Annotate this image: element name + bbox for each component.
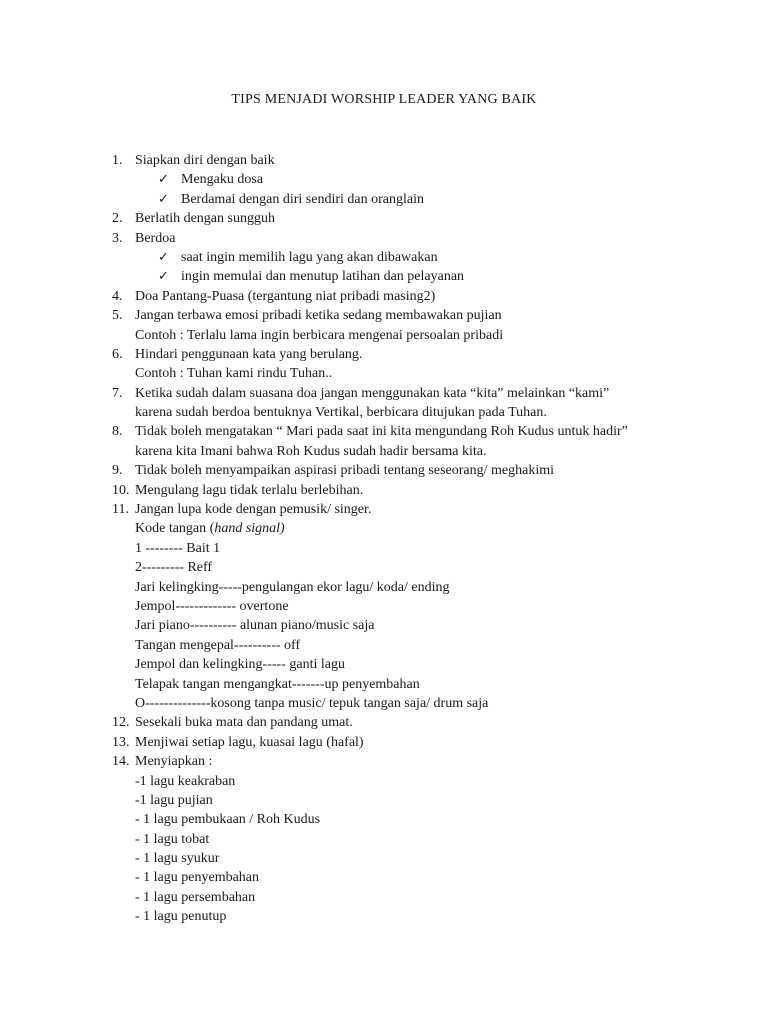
hand-signal-text: 2--------- Reff xyxy=(135,560,213,576)
song-row xyxy=(0,849,768,868)
document-title: TIPS MENJADI WORSHIP LEADER YANG BAIK xyxy=(231,92,537,107)
sub-item-check xyxy=(0,170,768,189)
list-item-1 xyxy=(0,151,768,170)
item-text: Jangan terbawa emosi pribadi ketika sedang membawakan pujian xyxy=(135,308,502,324)
item-number: 9. xyxy=(112,463,123,479)
item-number: 5. xyxy=(112,308,123,324)
continuation-text: karena sudah berdoa bentuknya Vertikal, berbicara ditujukan pada Tuhan. xyxy=(135,405,547,421)
hand-signal-text: Telapak tangan mengangkat-------up penyembahan xyxy=(135,676,420,692)
item-number: 10. xyxy=(112,482,130,498)
sub-item-check xyxy=(0,248,768,267)
item-number: 14. xyxy=(112,754,130,770)
item-continuation xyxy=(0,442,768,461)
hand-signal-text: Jempol------------- overtone xyxy=(135,598,289,614)
hand-signal-row xyxy=(0,539,768,558)
song-text: - 1 lagu syukur xyxy=(135,851,220,867)
list-item-9 xyxy=(0,461,768,480)
item-text: Menyiapkan : xyxy=(135,754,213,770)
sub-item-check xyxy=(0,190,768,209)
song-row xyxy=(0,772,768,791)
item-number: 4. xyxy=(112,288,123,304)
song-text: - 1 lagu tobat xyxy=(135,831,210,847)
item-text: Mengulang lagu tidak terlalu berlebihan. xyxy=(135,482,364,498)
hand-signal-text: Jempol dan kelingking----- ganti lagu xyxy=(135,657,345,673)
item-text: Sesekali buka mata dan pandang umat. xyxy=(135,715,353,731)
sub-item-text: Berdamai dengan diri sendiri dan oranglain xyxy=(181,191,424,207)
item-text: Ketika sudah dalam suasana doa jangan menggunakan kata “kita” melainkan “kami” xyxy=(135,385,610,401)
item-continuation xyxy=(0,364,768,383)
item-number: 12. xyxy=(112,715,130,731)
hand-signal-italic: hand signal) xyxy=(214,521,285,537)
song-text: - 1 lagu persembahan xyxy=(135,889,256,905)
item-number: 8. xyxy=(112,424,123,440)
list-item-10 xyxy=(0,481,768,500)
item-number: 1. xyxy=(112,153,123,168)
continuation-text: Contoh : Tuhan kami rindu Tuhan.. xyxy=(135,366,333,382)
item-text: Berdoa xyxy=(135,230,176,246)
hand-signal-row xyxy=(0,655,768,674)
item-text: Berlatih dengan sungguh xyxy=(135,211,275,227)
item-text: Doa Pantang-Puasa (tergantung niat pribadi masing2) xyxy=(135,288,436,304)
list-item-2 xyxy=(0,209,768,228)
hand-signal-text: O--------------kosong tanpa music/ tepuk tangan saja/ drum saja xyxy=(135,695,489,711)
item-text: Tidak boleh mengatakan “ Mari pada saat ini kita mengundang Roh Kudus untuk hadir” xyxy=(135,424,628,440)
continuation-text: Contoh : Terlalu lama ingin berbicara mengenai persoalan pribadi xyxy=(135,327,504,343)
list-item-4 xyxy=(0,287,768,306)
list-item-12 xyxy=(0,713,768,732)
sub-item-text: ingin memulai dan menutup latihan dan pelayanan xyxy=(181,269,465,285)
list-item-8 xyxy=(0,422,768,441)
hand-signal-text: Tangan mengepal---------- off xyxy=(135,637,301,653)
hand-signal-row xyxy=(0,694,768,713)
hand-signal-row xyxy=(0,578,768,597)
continuation-text: karena kita Imani bahwa Roh Kudus sudah hadir bersama kita. xyxy=(135,443,487,459)
hand-signal-row xyxy=(0,675,768,694)
item-continuation xyxy=(0,403,768,422)
song-row xyxy=(0,888,768,907)
song-text: -1 lagu keakraban xyxy=(135,773,236,789)
hand-signal-text: Jari kelingking-----pengulangan ekor lagu/ koda/ ending xyxy=(135,579,450,595)
song-row xyxy=(0,830,768,849)
list-item-14 xyxy=(0,752,768,771)
song-row xyxy=(0,907,768,926)
item-number: 13. xyxy=(112,734,130,750)
hand-signal-row xyxy=(0,636,768,655)
item-text: Tidak boleh menyampaikan aspirasi pribadi tentang seseorang/ meghakimi xyxy=(135,463,554,479)
check-icon: ✓ xyxy=(158,269,169,285)
item-text: Hindari penggunaan kata yang berulang. xyxy=(135,346,363,362)
hand-signal-row xyxy=(0,558,768,577)
list-item-3 xyxy=(0,229,768,248)
item-text: Menjiwai setiap lagu, kuasai lagu (hafal) xyxy=(135,734,364,750)
song-text: -1 lagu pujian xyxy=(135,792,213,808)
song-text: - 1 lagu penutup xyxy=(135,909,227,925)
song-row xyxy=(0,791,768,810)
item-number: 2. xyxy=(112,211,123,227)
song-text: - 1 lagu penyembahan xyxy=(135,870,260,886)
sub-item-check xyxy=(0,267,768,286)
hand-signal-heading xyxy=(0,519,768,538)
list-item-11 xyxy=(0,500,768,519)
hand-signal-text: 1 -------- Bait 1 xyxy=(135,540,221,556)
item-text: Siapkan diri dengan baik xyxy=(135,153,275,168)
list-item-6 xyxy=(0,345,768,364)
list-item-5 xyxy=(0,306,768,325)
item-number: 3. xyxy=(112,230,123,246)
item-number: 6. xyxy=(112,346,123,362)
check-icon: ✓ xyxy=(158,249,169,265)
song-row xyxy=(0,868,768,887)
sub-item-text: saat ingin memilih lagu yang akan dibawakan xyxy=(181,249,438,265)
sub-item-text: Mengaku dosa xyxy=(181,172,264,188)
item-number: 7. xyxy=(112,385,123,401)
check-icon: ✓ xyxy=(158,172,169,188)
hand-signal-row xyxy=(0,616,768,635)
item-number: 11. xyxy=(112,502,129,518)
tips-list xyxy=(0,151,768,927)
item-text: Jangan lupa kode dengan pemusik/ singer. xyxy=(135,502,372,518)
hand-signal-label xyxy=(135,519,285,538)
hand-signal-row xyxy=(0,597,768,616)
song-text: - 1 lagu pembukaan / Roh Kudus xyxy=(135,812,321,828)
item-continuation xyxy=(0,326,768,345)
list-item-7 xyxy=(0,384,768,403)
hand-signal-prefix: Kode tangan ( xyxy=(135,521,215,537)
song-row xyxy=(0,810,768,829)
hand-signal-text: Jari piano---------- alunan piano/music saja xyxy=(135,618,375,634)
list-item-13 xyxy=(0,733,768,752)
check-icon: ✓ xyxy=(158,191,169,207)
